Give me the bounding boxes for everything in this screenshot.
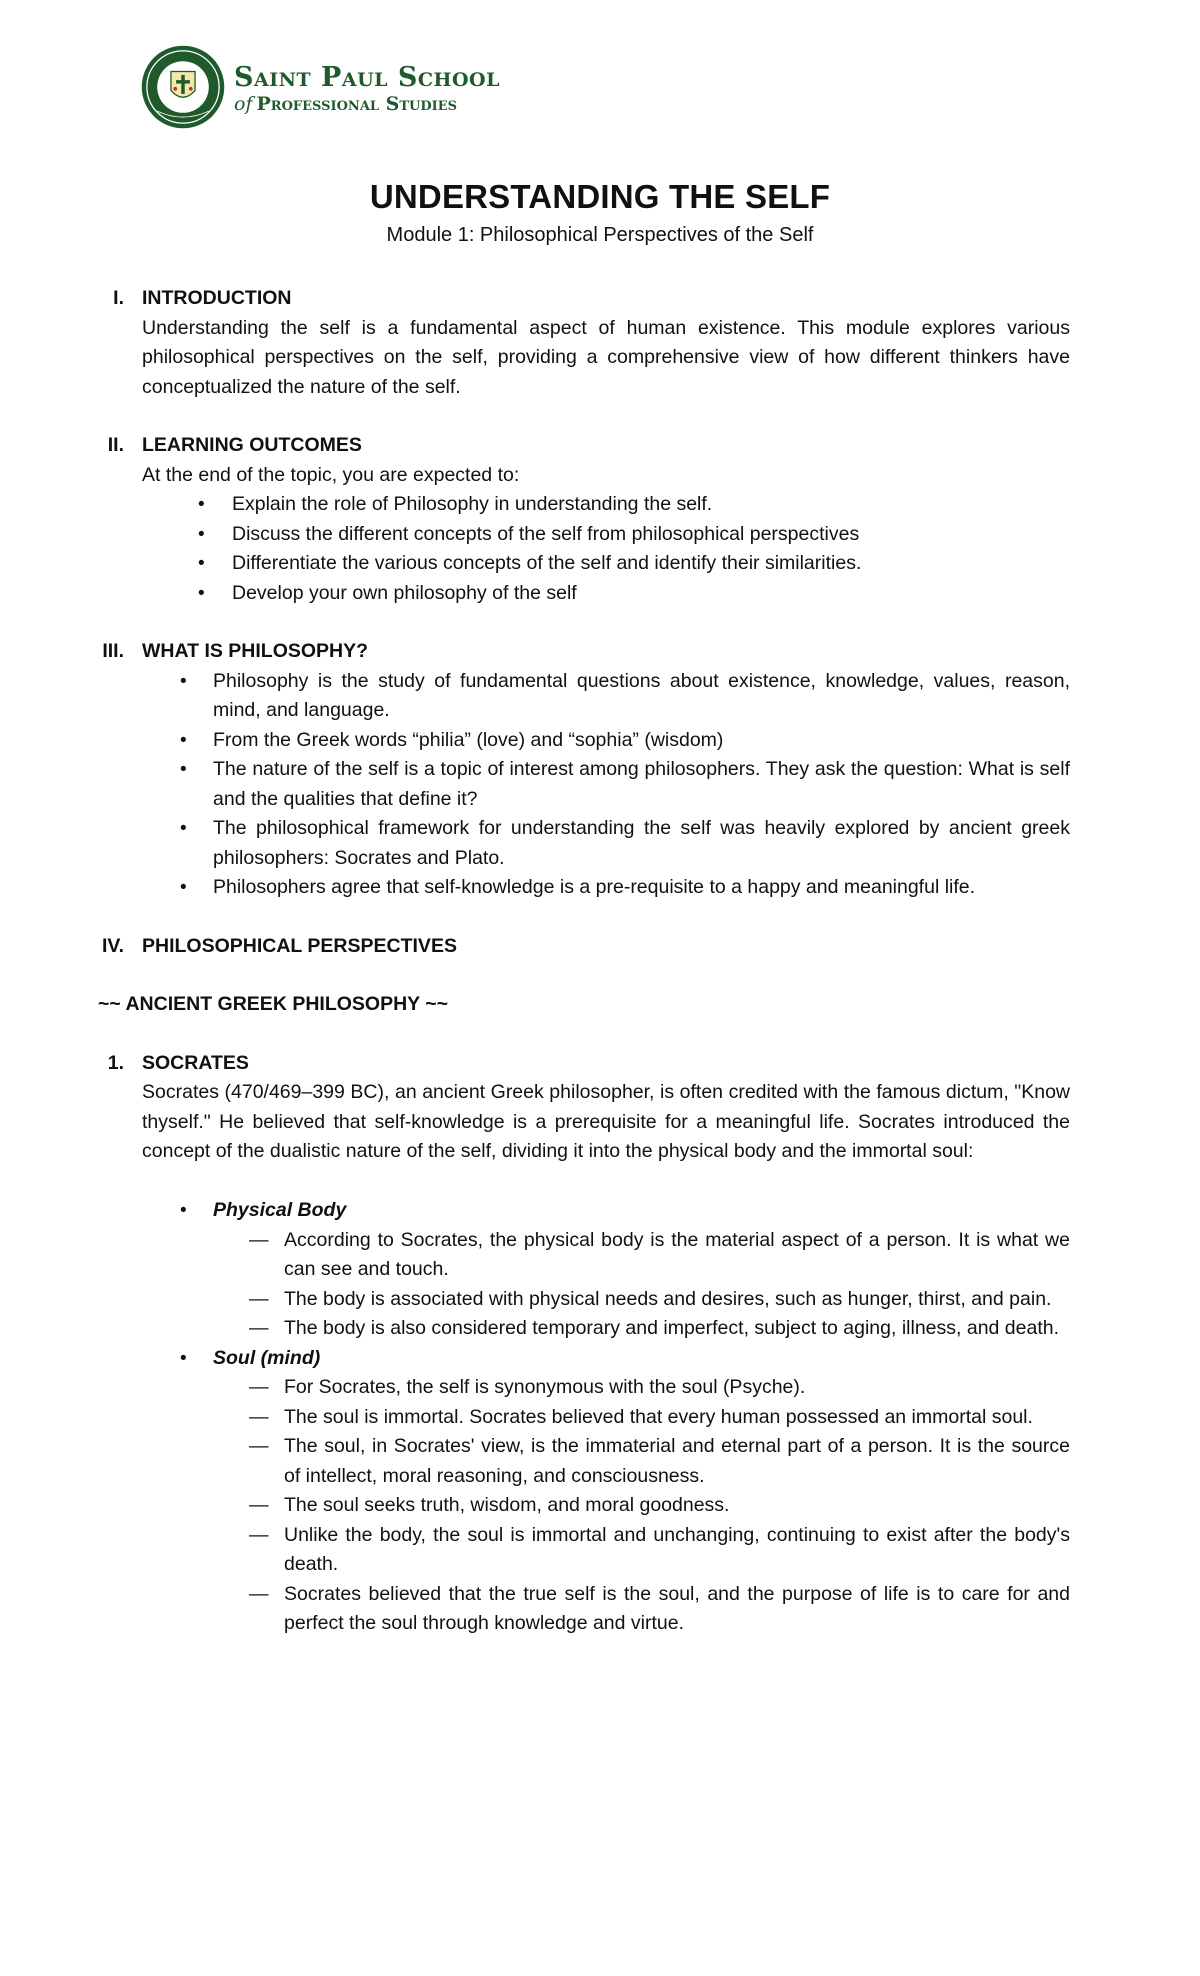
list-item-text: Explain the role of Philosophy in understanding the self. — [232, 493, 713, 515]
section-title: LEARNING OUTCOMES — [142, 434, 362, 456]
section-socrates — [0, 1049, 1200, 1639]
section-number: III. — [102, 640, 124, 662]
school-name-rest: Professional Studies — [256, 93, 458, 115]
bullet-icon: • — [198, 523, 205, 545]
list-item — [213, 1491, 1070, 1521]
list-item-text: The body is also considered temporary and imperfect, subject to aging, illness, and death. — [284, 1317, 1060, 1339]
section-number: 1. — [107, 1051, 124, 1074]
list-item — [142, 667, 1070, 726]
socrates-list — [142, 1196, 1070, 1226]
list-item-text: The philosophical framework for understanding the self was heavily explored by ancient greek philosophers: Socrates and Plato. — [213, 817, 1070, 869]
dash-icon: — — [249, 1582, 269, 1605]
section-learning-outcomes — [0, 431, 1200, 608]
list-item — [213, 1285, 1070, 1315]
list-item-text: From the Greek words “philia” (love) and “sophia” (wisdom) — [213, 728, 724, 751]
section-title: SOCRATES — [142, 1051, 249, 1074]
section-number: I. — [113, 287, 124, 309]
list-item-text: The soul seeks truth, wisdom, and moral goodness. — [284, 1494, 730, 1516]
title-block — [0, 178, 1200, 247]
list-item-text: The nature of the self is a topic of interest among philosophers. They ask the question: What is self and the qualities that define it? — [213, 758, 1070, 810]
list-item-text: Discuss the different concepts of the self from philosophical perspectives — [232, 522, 860, 545]
section-number: II. — [107, 434, 124, 456]
list-item-text: The soul is immortal. Socrates believed that every human possessed an immortal soul. — [284, 1405, 1033, 1428]
school-name-line1: Saint Paul School — [234, 62, 500, 93]
bullet-icon: • — [180, 670, 187, 692]
list-item — [142, 814, 1070, 873]
list-item-text: According to Socrates, the physical body is the material aspect of a person. It is what we can see and touch. — [284, 1228, 1070, 1280]
philosophy-list — [142, 667, 1070, 903]
school-name-line2 — [234, 93, 500, 115]
list-item — [142, 549, 1070, 579]
list-item — [213, 1580, 1070, 1639]
list-item-text: Differentiate the various concepts of the self and identify their similarities. — [232, 552, 862, 574]
soul-points — [213, 1373, 1070, 1639]
list-item-text: The body is associated with physical needs and desires, such as hunger, thirst, and pain. — [284, 1287, 1052, 1310]
list-item — [213, 1373, 1070, 1403]
list-item — [142, 579, 1070, 609]
list-item-text: Philosophy is the study of fundamental questions about existence, knowledge, values, reason, mind, and language. — [213, 669, 1070, 721]
section-paragraph: Socrates (470/469–399 BC), an ancient Greek philosopher, is often credited with the famous dictum, "Know thyself." He believed that self-knowledge is a prerequisite for a meaningful life. Socrates introduced the concept of the dualistic nature of the self, dividing it into the physical body and the immortal soul: — [142, 1081, 1070, 1162]
bullet-icon: • — [180, 1347, 187, 1369]
school-name-of: of — [234, 93, 253, 115]
list-item — [142, 490, 1070, 520]
bullet-icon: • — [198, 553, 205, 574]
list-item — [213, 1521, 1070, 1580]
section-philosophical-perspectives — [0, 932, 1200, 962]
list-item-physical-body — [142, 1196, 1070, 1226]
page-title: UNDERSTANDING THE SELF — [369, 178, 831, 215]
physical-body-points — [213, 1226, 1070, 1344]
list-item — [142, 755, 1070, 814]
list-item-text: Develop your own philosophy of the self — [232, 581, 577, 604]
list-item-soul — [142, 1344, 1070, 1374]
section-lead: At the end of the topic, you are expected to: — [142, 463, 520, 486]
dash-icon: — — [249, 1287, 269, 1310]
section-what-is-philosophy — [0, 637, 1200, 903]
section-number: IV. — [101, 934, 124, 957]
bullet-icon: • — [180, 818, 187, 839]
list-item-text: Unlike the body, the soul is immortal and unchanging, continuing to exist after the body's death. — [284, 1523, 1070, 1575]
list-item — [213, 1226, 1070, 1285]
socrates-list-soul — [142, 1344, 1070, 1374]
dash-icon: — — [249, 1405, 269, 1428]
outcomes-list — [142, 490, 1070, 608]
dash-icon: — — [249, 1494, 269, 1516]
dash-icon: — — [249, 1317, 269, 1339]
subheading: Physical Body — [213, 1199, 347, 1221]
section-introduction — [0, 284, 1200, 402]
dash-icon: — — [249, 1435, 269, 1457]
bullet-icon: • — [198, 582, 205, 604]
list-item — [213, 1314, 1070, 1344]
dash-icon: — — [249, 1228, 269, 1251]
spacer — [142, 1167, 1070, 1197]
dash-icon: — — [249, 1523, 269, 1546]
document-body — [0, 284, 1200, 1668]
list-item — [142, 873, 1070, 903]
subheading: Soul (mind) — [213, 1346, 321, 1369]
list-item — [142, 726, 1070, 756]
page-subtitle: Module 1: Philosophical Perspectives of the Self — [386, 224, 814, 246]
list-item — [142, 520, 1070, 550]
bullet-icon: • — [180, 877, 187, 898]
list-item — [213, 1432, 1070, 1491]
bullet-icon: • — [198, 494, 205, 515]
ancient-greek-heading: ~~ ANCIENT GREEK PHILOSOPHY ~~ — [98, 993, 449, 1015]
dash-icon: — — [249, 1376, 269, 1398]
school-name — [234, 63, 500, 115]
bullet-icon: • — [180, 759, 187, 780]
list-item-text: For Socrates, the self is synonymous with the soul (Psyche). — [284, 1376, 806, 1398]
section-title: INTRODUCTION — [142, 287, 292, 309]
section-title: WHAT IS PHILOSOPHY? — [142, 640, 369, 662]
list-item-text: The soul, in Socrates' view, is the immaterial and eternal part of a person. It is the source of intellect, moral reasoning, and consciousness. — [284, 1435, 1070, 1487]
list-item-text: Socrates believed that the true self is the soul, and the purpose of life is to care for and perfect the soul through knowledge and virtue. — [284, 1582, 1070, 1634]
school-seal-logo — [140, 44, 226, 130]
section-paragraph: Understanding the self is a fundamental aspect of human existence. This module explores various philosophical perspectives on the self, providing a comprehensive view of how different thinkers have conceptualized the nature of the self. — [142, 316, 1070, 398]
section-title: PHILOSOPHICAL PERSPECTIVES — [142, 934, 457, 957]
bullet-icon: • — [180, 1200, 187, 1221]
list-item-text: Philosophers agree that self-knowledge is a pre-requisite to a happy and meaningful life. — [213, 876, 976, 898]
bullet-icon: • — [180, 729, 187, 751]
list-item — [213, 1403, 1070, 1433]
school-header — [140, 44, 500, 130]
